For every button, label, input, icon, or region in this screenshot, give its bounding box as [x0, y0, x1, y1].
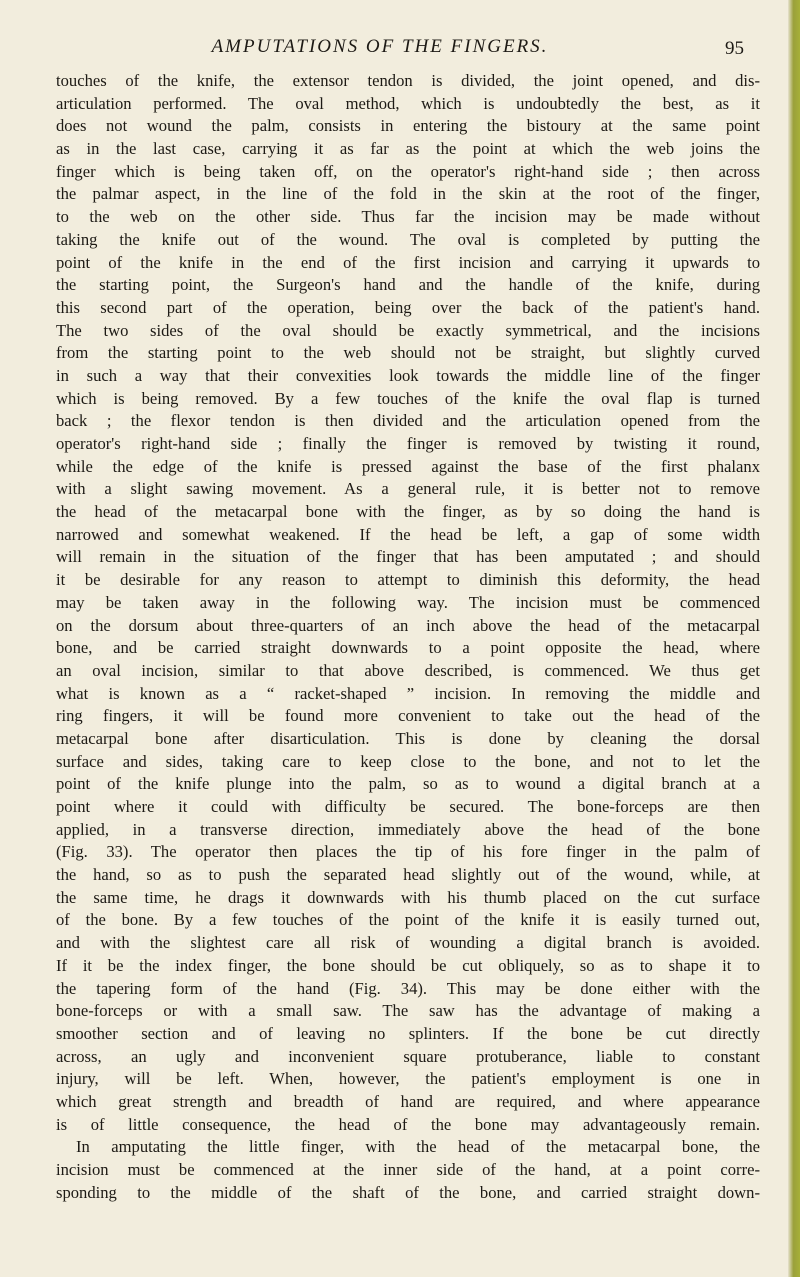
text-line: the hand, so as to push the separated head slightly out of the wound, while, at [56, 865, 760, 885]
text-line: an oval incision, similar to that above described, is commenced. We thus get [56, 660, 760, 680]
text-line: it be desirable for any reason to attempt to diminish this deformity, the head [56, 570, 760, 590]
text-line: does not wound the palm, consists in entering the bistoury at the same point [56, 116, 760, 136]
text-line: of the bone. By a few touches of the point of the knife it is easily turned out, [56, 910, 760, 930]
text-line: operator's right-hand side ; finally the finger is removed by twisting it round, [56, 434, 760, 453]
text-line: the starting point, the Surgeon's hand and the handle of the knife, during [56, 275, 760, 295]
text-line: to the web on the other side. Thus far the incision may be made without [56, 207, 760, 227]
text-line: bone, and be carried straight downwards to a point opposite the head, where [56, 638, 760, 658]
text-line: injury, will be left. When, however, the patient's employment is one in [56, 1069, 760, 1089]
page-number: 95 [725, 38, 744, 59]
text-line: the palmar aspect, in the line of the fold in the skin at the root of the finger, [56, 184, 760, 204]
text-line: smoother section and of leaving no splinters. If the bone be cut directly [56, 1023, 760, 1043]
text-line: what is known as a “ racket-shaped ” incision. In removing the middle and [56, 683, 760, 703]
text-line: and with the slightest care all risk of wounding a digital branch is avoided. [56, 933, 760, 953]
text-line: narrowed and somewhat weakened. If the head be left, a gap of some width [56, 524, 760, 544]
text-line: with a slight sawing movement. As a general rule, it is better not to remove [56, 479, 760, 499]
text-line: in such a way that their convexities look towards the middle line of the finger [56, 365, 760, 385]
text-line: In amputating the little finger, with the head of the metacarpal bone, the [76, 1137, 760, 1157]
text-line: which great strength and breadth of hand are required, and where appearance [56, 1091, 760, 1111]
text-line: incision must be commenced at the inner side of the hand, at a point corre- [56, 1160, 760, 1179]
text-line: The two sides of the oval should be exactly symmetrical, and the incisions [56, 320, 760, 340]
text-line: the same time, he drags it downwards with his thumb placed on the cut surface [56, 887, 760, 907]
text-line: on the dorsum about three-quarters of an inch above the head of the metacarpal [56, 615, 760, 635]
text-line: back ; the flexor tendon is then divided and the articulation opened from the [56, 411, 760, 431]
text-line: (Fig. 33). The operator then places the tip of his fore finger in the palm of [56, 842, 760, 862]
running-title: AMPUTATIONS OF THE FINGERS. [211, 36, 549, 57]
text-line: from the starting point to the web should not be straight, but slightly curved [56, 343, 760, 363]
text-line: will remain in the situation of the finger that has been amputated ; and should [56, 547, 760, 567]
text-line: applied, in a transverse direction, immediately above the head of the bone [56, 819, 760, 839]
text-line: the tapering form of the hand (Fig. 34). This may be done either with the [56, 978, 760, 998]
page-edge [788, 0, 800, 1277]
text-line: while the edge of the knife is pressed against the base of the first phalanx [56, 456, 760, 476]
text-line: ring fingers, it will be found more convenient to take out the head of the [56, 706, 760, 726]
text-line: If it be the index finger, the bone should be cut obliquely, so as to shape it to [56, 955, 760, 975]
text-line: touches of the knife, the extensor tendon is divided, the joint opened, and dis- [56, 71, 760, 90]
text-line: point of the knife in the end of the first incision and carrying it upwards to [56, 252, 760, 272]
text-line: finger which is being taken off, on the operator's right-hand side ; then across [56, 161, 760, 181]
text-line: across, an ugly and inconvenient square protuberance, liable to constant [56, 1046, 760, 1066]
text-line: metacarpal bone after disarticulation. This is done by cleaning the dorsal [56, 728, 760, 748]
text-line: this second part of the operation, being over the back of the patient's hand. [56, 297, 760, 317]
body-text [56, 70, 760, 1204]
text-line: as in the last case, carrying it as far as the point at which the web joins the [56, 139, 760, 159]
text-line: taking the knife out of the wound. The oval is completed by putting the [56, 229, 760, 249]
text-line: point of the knife plunge into the palm, so as to wound a digital branch at a [56, 774, 760, 794]
text-line: surface and sides, taking care to keep close to the bone, and not to let the [56, 751, 760, 771]
text-line: may be taken away in the following way. The incision must be commenced [56, 592, 760, 612]
text-line: bone-forceps or with a small saw. The saw has the advantage of making a [56, 1001, 760, 1021]
text-line: point where it could with difficulty be secured. The bone-forceps are then [56, 797, 760, 816]
text-line: is of little consequence, the head of the bone may advantageously remain. [56, 1114, 760, 1134]
text-line: the head of the metacarpal bone with the finger, as by so doing the hand is [56, 502, 760, 522]
text-line: articulation performed. The oval method, which is undoubtedly the best, as it [56, 93, 760, 113]
page-header [0, 36, 800, 62]
text-line: sponding to the middle of the shaft of the bone, and carried straight down- [56, 1182, 760, 1202]
text-line: which is being removed. By a few touches of the knife the oval flap is turned [56, 388, 760, 408]
